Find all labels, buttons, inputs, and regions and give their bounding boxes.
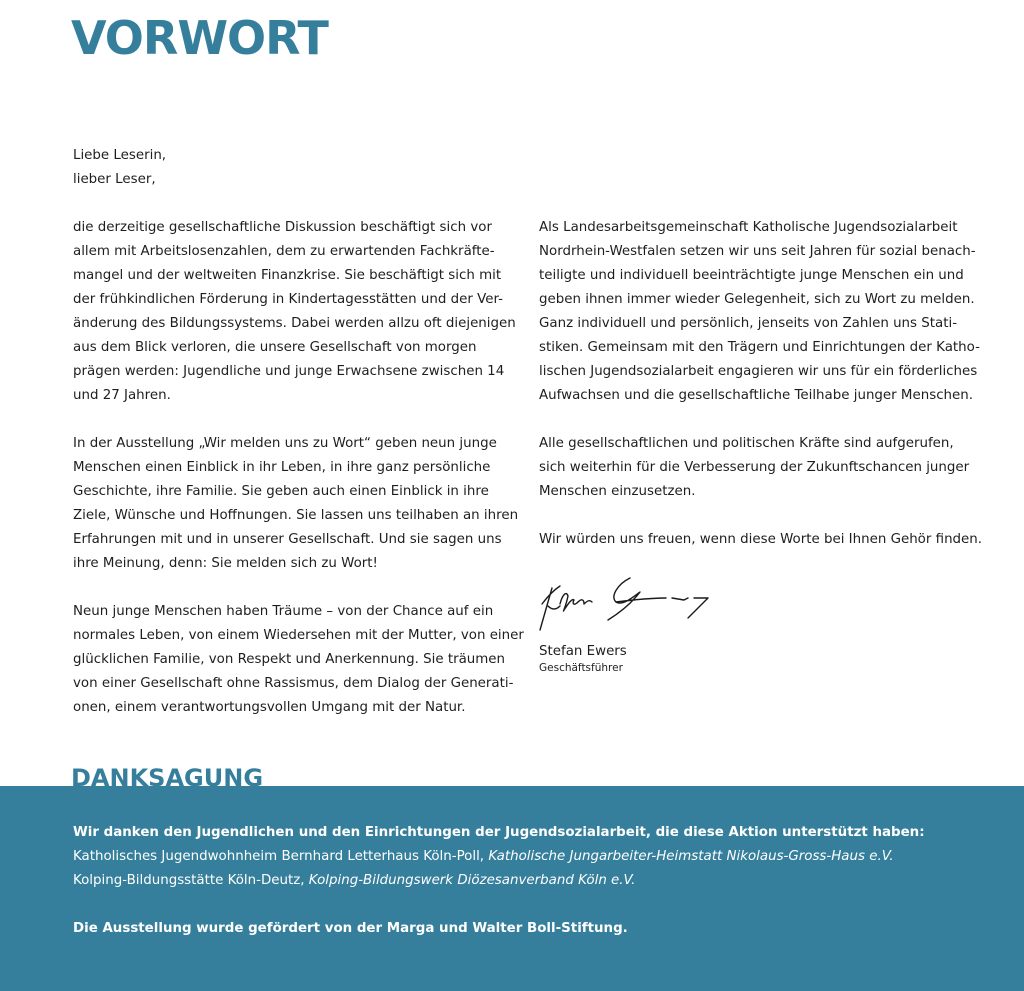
text-line: von einer Gesellschaft ohne Rassismus, dem Dialog der Generati- — [73, 676, 514, 691]
handwritten-signature — [538, 570, 713, 634]
institution-name: Kolping-Bildungsstätte Köln-Deutz, — [73, 873, 309, 888]
text-line: Menschen einen Einblick in ihr Leben, in ihre ganz persönliche — [73, 460, 491, 475]
right-column — [539, 216, 989, 576]
signer-role: Geschäftsführer — [539, 662, 623, 674]
text-line: allem mit Arbeitslosenzahlen, dem zu erwartenden Fachkräfte- — [73, 244, 495, 259]
spacer — [73, 893, 925, 917]
text-line: Als Landesarbeitsgemeinschaft Katholische Jugendsozialarbeit — [539, 220, 958, 235]
left-column — [73, 144, 523, 744]
text-line: Menschen einzusetzen. — [539, 484, 696, 499]
salutation-line: lieber Leser, — [73, 172, 156, 187]
text-line: geben ihnen immer wieder Gelegenheit, sich zu Wort zu melden. — [539, 292, 975, 307]
page-title: VORWORT — [71, 11, 328, 65]
text-line: Erfahrungen mit und in unserer Gesellschaft. Und sie sagen uns — [73, 532, 502, 547]
text-line: der frühkindlichen Förderung in Kindertagesstätten und der Ver- — [73, 292, 503, 307]
text-line: lischen Jugendsozialarbeit engagieren wir uns für ein förderliches — [539, 364, 978, 379]
text-line: Neun junge Menschen haben Träume – von der Chance auf ein — [73, 604, 494, 619]
text-line: stiken. Gemeinsam mit den Trägern und Einrichtungen der Katho- — [539, 340, 980, 355]
text-line: Ganz individuell und persönlich, jenseits von Zahlen uns Stati- — [539, 316, 958, 331]
text-line: änderung des Bildungssystems. Dabei werden allzu oft diejenigen — [73, 316, 516, 331]
text-line: sich weiterhin für die Verbesserung der Zukunftschancen junger — [539, 460, 970, 475]
text-line: Geschichte, ihre Familie. Sie geben auch einen Einblick in ihre — [73, 484, 489, 499]
text-line: die derzeitige gesellschaftliche Diskussion beschäftigt sich vor — [73, 220, 492, 235]
paragraph — [539, 432, 989, 504]
paragraph — [73, 432, 523, 576]
institution-line — [73, 869, 925, 893]
institution-name: Katholisches Jugendwohnheim Bernhard Letterhaus Köln-Poll, — [73, 849, 489, 864]
text-line: Ziele, Wünsche und Hoffnungen. Sie lassen uns teilhaben an ihren — [73, 508, 519, 523]
text-line: mangel und der weltweiten Finanzkrise. Sie beschäftigt sich mit — [73, 268, 502, 283]
text-line: In der Ausstellung „Wir melden uns zu Wort“ geben neun junge — [73, 436, 497, 451]
paragraph — [539, 216, 989, 408]
text-line: Wir würden uns freuen, wenn diese Worte bei Ihnen Gehör finden. — [539, 532, 983, 547]
signer-name: Stefan Ewers — [539, 644, 627, 659]
text-line: ihre Meinung, denn: Sie melden sich zu Wort! — [73, 556, 378, 571]
institution-carrier: Katholische Jungarbeiter-Heimstatt Nikolaus-Gross-Haus e.V. — [488, 849, 894, 864]
paragraph — [73, 600, 523, 720]
sponsor-note: Die Ausstellung wurde gefördert von der Marga und Walter Boll-Stiftung. — [73, 921, 628, 936]
text-line: Alle gesellschaftlichen und politischen Kräfte sind aufgerufen, — [539, 436, 954, 451]
text-line: teiligte und individuell beeinträchtigte junge Menschen ein und — [539, 268, 964, 283]
text-line: prägen werden: Jugendliche und junge Erwachsene zwischen 14 — [73, 364, 505, 379]
thanks-heading: DANKSAGUNG — [71, 764, 264, 786]
paragraph — [73, 216, 523, 408]
text-line: aus dem Blick verloren, die unsere Gesellschaft von morgen — [73, 340, 477, 355]
institution-carrier: Kolping-Bildungswerk Diözesanverband Köln e.V. — [308, 873, 636, 888]
text-line: normales Leben, von einem Wiedersehen mit der Mutter, von einer — [73, 628, 524, 643]
text-line: Nordrhein-Westfalen setzen wir uns seit Jahren für sozial benach- — [539, 244, 976, 259]
acknowledgement-text — [73, 821, 925, 941]
text-line: onen, einem verantwortungsvollen Umgang mit der Natur. — [73, 700, 466, 715]
institution-line — [73, 845, 925, 869]
text-line: und 27 Jahren. — [73, 388, 171, 403]
text-line: Aufwachsen und die gesellschaftliche Teilhabe junger Menschen. — [539, 388, 974, 403]
salutation — [73, 144, 523, 192]
thanks-intro: Wir danken den Jugendlichen und den Einrichtungen der Jugendsozialarbeit, die diese Aktion unterstützt haben: — [73, 825, 925, 840]
paragraph — [539, 528, 989, 552]
text-line: glücklichen Familie, von Respekt und Anerkennung. Sie träumen — [73, 652, 506, 667]
salutation-line: Liebe Leserin, — [73, 148, 167, 163]
